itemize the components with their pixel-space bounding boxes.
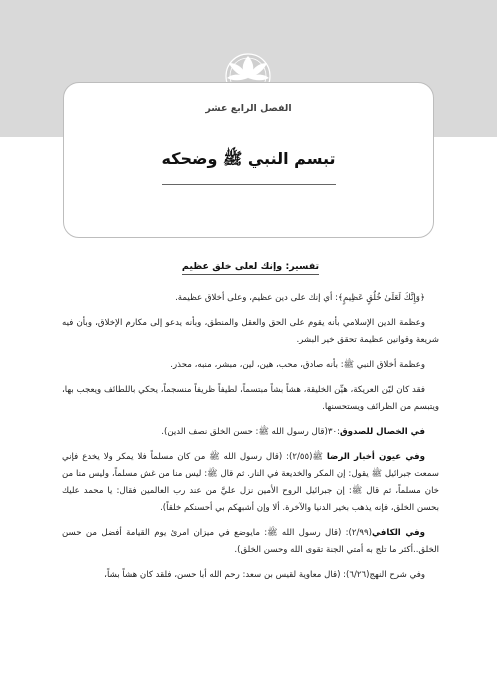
paragraph-text: وفي شرح النهج(٦/٢٦): (قال معاوية لقيس بن سعد: رحم الله أبا حسن، فلقد كان هشاً بشاً،: [104, 570, 425, 580]
source-lead: في الخصال للصدوق: [339, 427, 425, 437]
paragraph: [62, 290, 439, 307]
paragraph: [62, 525, 439, 559]
paragraph-text: وعظمة الدين الإسلامي بأنه يقوم على الحق والعقل والمنطق، وبأنه يدعو إلى مكارم الإخلاق، وبأن فيه شريعة وقوانين عظيمة تحقق خير البشر.: [62, 318, 439, 345]
paragraph: [62, 382, 439, 416]
paragraph: [62, 357, 439, 374]
paragraph: [62, 424, 439, 441]
section-heading: [62, 261, 439, 272]
paragraph-text: (٢/٩٩): (قال رسول الله ﷺ: مايوضع في ميزان امرئ يوم القيامة أفضل من حسن الخلق..أكثر ما تلج به أمتي الجنة تقوى الله وحسن الخلق).: [62, 528, 439, 555]
main-content: [62, 261, 439, 592]
source-lead: وفي الكافي: [372, 528, 425, 538]
paragraph-text: وعظمة أخلاق النبي ﷺ: بأنه صادق، محب، هين، لين، مبشر، منبه، محذر.: [170, 360, 425, 370]
source-lead: وفي عيون أخبار الرضا: [326, 452, 425, 462]
paragraph: [62, 315, 439, 349]
paragraph: [62, 567, 439, 584]
paragraph-text: فقد كان ليّن العريكة، هيِّن الخليقة، هشاً بشاً مبتسماً، لطيفاً ظريفاً منسجماً، يحكي باللطائف ويعجب بها، ويتبسم من الظرائف ويستحسنها.: [62, 385, 439, 412]
paragraph: [62, 449, 439, 517]
section-heading-text: تفسير: وإنك لعلى خلق عظيم: [182, 261, 319, 275]
paragraph-text: ﷺ(٢/٥٥): (قال رسول الله ﷺ من كان مسلماً فلا يمكر ولا يخدع فإني سمعت جبرائيل ﷺ يقول: إن المكر والخديعة في النار. ثم قال ﷺ: ليس منا من غش مسلماً، وليس منا من خان مسلماً، ثم قال ﷺ: إن جبرائيل الروح الأمين نزل عليَّ من عند رب العالمين فقال: يا محمد عليك بحسن الخلق، فإنه يذهب بخير الدنيا والآخرة. ألا وإن أشبهكم بي أحسنكم خلقاً).: [62, 452, 439, 513]
chapter-title: تبسم النبي ﷺ وضحكه: [161, 149, 336, 168]
paragraph-text: ﴿وَإِنَّكَ لَعَلَىٰ خُلُقٍ عَظِيمٍ﴾: أي إنك على دين عظيم، وعلى أخلاق عظيمة.: [175, 293, 425, 303]
chapter-card: [63, 82, 434, 238]
title-underline: [162, 184, 336, 185]
chapter-label: الفصل الرابع عشر: [205, 103, 292, 114]
paragraph-text: :٣٠(قال رسول الله ﷺ: حسن الخلق نصف الدين).: [161, 427, 340, 437]
